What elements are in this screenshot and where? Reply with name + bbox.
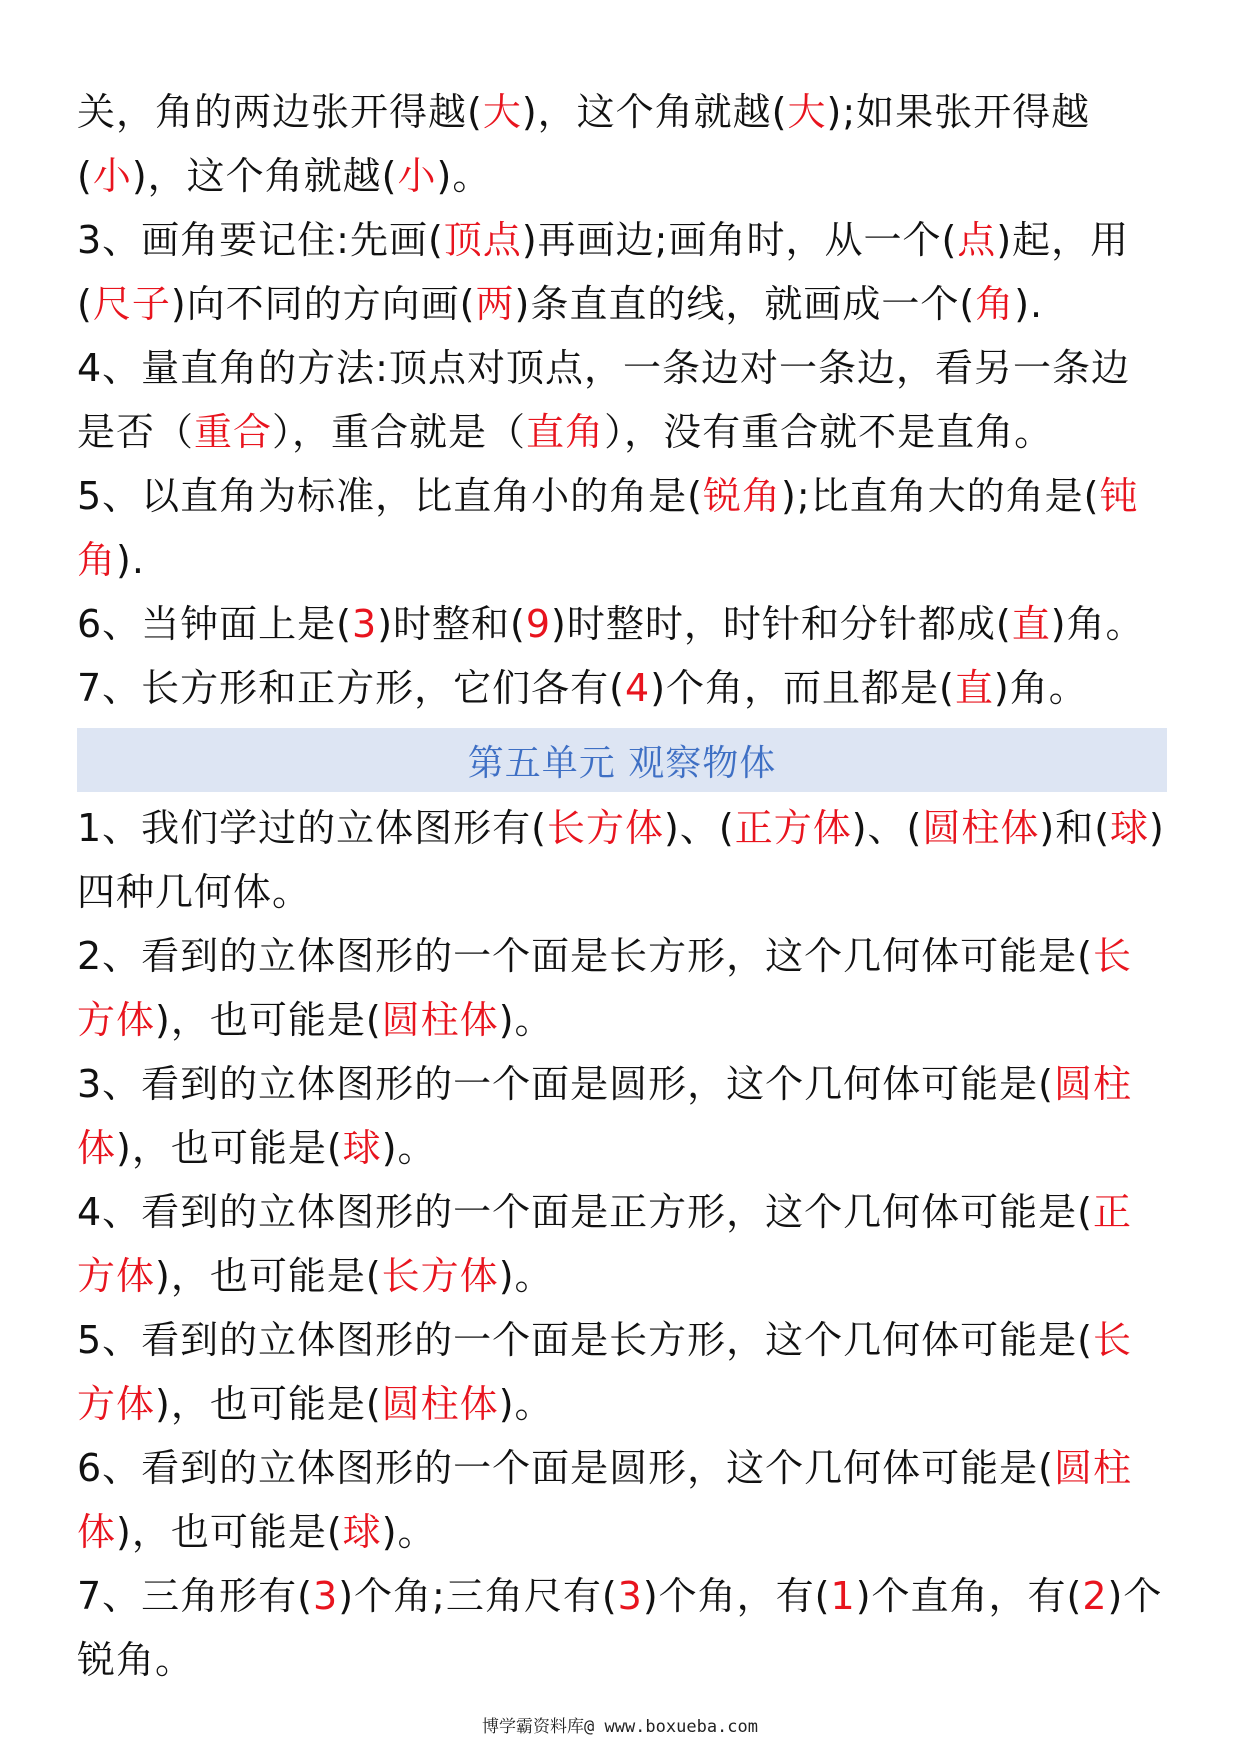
question-text: 6、看到的立体图形的一个面是圆形，这个几何体可能是( (77, 1446, 1055, 1490)
solid-paragraph (77, 1564, 1167, 1692)
question-text: )个角;三角尺有( (338, 1574, 618, 1618)
footer-watermark: 博学霸资料库@ www.boxueba.com (482, 1717, 758, 1737)
solid-paragraph (77, 796, 1167, 924)
angle-paragraph (77, 656, 1167, 720)
question-text: )和( (1039, 806, 1111, 850)
question-text: );如果张开得越( (77, 90, 1091, 198)
answer-text: 长方体 (77, 934, 1133, 1042)
question-text: )个直角，有( (855, 1574, 1083, 1618)
question-text: 3、画角要记住:先画( (77, 218, 444, 262)
question-text: )条直直的线，就画成一个( (514, 282, 976, 326)
answer-text: 长方体 (381, 1254, 499, 1298)
answer-text: 3 (313, 1574, 339, 1618)
answer-text: 直角 (526, 410, 605, 454)
question-text: 7、长方形和正方形，它们各有( (77, 666, 626, 710)
angle-paragraph (77, 464, 1167, 592)
question-text: )，也可能是( (155, 998, 382, 1042)
question-text: )再画边;画角时，从一个( (521, 218, 958, 262)
answer-text: 点 (957, 218, 997, 262)
question-text: )角。 (1050, 602, 1145, 646)
question-text: )。 (498, 1382, 554, 1426)
question-text: ），没有重合就不是直角。 (604, 410, 1054, 454)
question-text: )。 (381, 1126, 437, 1170)
answer-text: 小 (397, 154, 437, 198)
question-text: 1、我们学过的立体图形有( (77, 806, 548, 850)
answer-text: 圆柱体 (77, 1446, 1133, 1554)
angle-paragraph (77, 592, 1167, 656)
answer-text: 球 (342, 1510, 382, 1554)
answer-text: 圆柱体 (922, 806, 1040, 850)
question-text: )，也可能是( (155, 1382, 382, 1426)
solid-paragraph (77, 1308, 1167, 1436)
section-title: 第五单元 观察物体 (467, 742, 777, 784)
answer-text: 正方体 (77, 1190, 1133, 1298)
question-text: 3、看到的立体图形的一个面是圆形，这个几何体可能是( (77, 1062, 1055, 1106)
answer-text: 重合 (194, 410, 273, 454)
answer-text: 球 (342, 1126, 382, 1170)
answer-text: 角 (975, 282, 1015, 326)
answer-text: 直 (1011, 602, 1051, 646)
unit-five-content (77, 796, 1167, 1692)
answer-text: 圆柱体 (381, 1382, 499, 1426)
question-text: 关，角的两边张开得越( (77, 90, 483, 134)
question-text: 6、当钟面上是( (77, 602, 353, 646)
solid-paragraph (77, 924, 1167, 1052)
answer-text: 4 (625, 666, 651, 710)
answer-text: 球 (1110, 806, 1150, 850)
answer-text: 钝角 (77, 474, 1139, 582)
question-text: )，也可能是( (116, 1510, 343, 1554)
question-text: )起，用( (77, 218, 1130, 326)
question-text: )时整时，时针和分针都成( (551, 602, 1012, 646)
answer-text: 3 (352, 602, 378, 646)
question-text: 5、以直角为标准，比直角小的角是( (77, 474, 704, 518)
question-text: )、( (664, 806, 735, 850)
answer-text: 1 (830, 1574, 856, 1618)
answer-text: 两 (475, 282, 515, 326)
question-text: )个锐角。 (77, 1574, 1163, 1682)
document-body (77, 80, 1167, 1692)
answer-text: 长方体 (77, 1318, 1133, 1426)
question-text: )，这个角就越( (521, 90, 788, 134)
question-text: ），重合就是（ (272, 410, 527, 454)
answer-text: 2 (1082, 1574, 1108, 1618)
angle-paragraph (77, 80, 1167, 208)
question-text: )时整和( (377, 602, 526, 646)
answer-text: 长方体 (547, 806, 665, 850)
section-header (77, 728, 1167, 792)
question-text: )。 (381, 1510, 437, 1554)
answer-text: 圆柱体 (77, 1062, 1133, 1170)
question-text: )，这个角就越( (131, 154, 398, 198)
answer-text: 正方体 (734, 806, 852, 850)
question-text: )角。 (993, 666, 1088, 710)
question-text: )。 (498, 998, 554, 1042)
answer-text: 尺子 (92, 282, 171, 326)
answer-text: 锐角 (703, 474, 782, 518)
question-text: 4、量直角的方法:顶点对顶点，一条边对一条边，看另一条边是否（ (77, 346, 1130, 454)
solid-paragraph (77, 1052, 1167, 1180)
unit-four-content (77, 80, 1167, 720)
question-text: )四种几何体。 (77, 806, 1165, 914)
question-text: ). (116, 538, 145, 582)
question-text: 7、三角形有( (77, 1574, 314, 1618)
question-text: )个角，而且都是( (650, 666, 955, 710)
answer-text: 直 (954, 666, 994, 710)
question-text: )、( (851, 806, 923, 850)
question-text: )，也可能是( (155, 1254, 382, 1298)
answer-text: 大 (482, 90, 522, 134)
question-text: )。 (498, 1254, 554, 1298)
answer-text: 小 (92, 154, 132, 198)
answer-text: 3 (617, 1574, 643, 1618)
question-text: )向不同的方向画( (170, 282, 476, 326)
question-text: )，也可能是( (116, 1126, 343, 1170)
answer-text: 9 (525, 602, 552, 646)
solid-paragraph (77, 1180, 1167, 1308)
question-text: )。 (436, 154, 492, 198)
angle-paragraph (77, 336, 1167, 464)
question-text: 5、看到的立体图形的一个面是长方形，这个几何体可能是( (77, 1318, 1094, 1362)
answer-text: 顶点 (443, 218, 522, 262)
answer-text: 大 (787, 90, 827, 134)
question-text: );比直角大的角是( (781, 474, 1100, 518)
question-text: )个角，有( (642, 1574, 831, 1618)
angle-paragraph (77, 208, 1167, 336)
answer-text: 圆柱体 (381, 998, 499, 1042)
solid-paragraph (77, 1436, 1167, 1564)
question-text: 4、看到的立体图形的一个面是正方形，这个几何体可能是( (77, 1190, 1094, 1234)
question-text: ). (1014, 282, 1044, 326)
question-text: 2、看到的立体图形的一个面是长方形，这个几何体可能是( (77, 934, 1094, 978)
